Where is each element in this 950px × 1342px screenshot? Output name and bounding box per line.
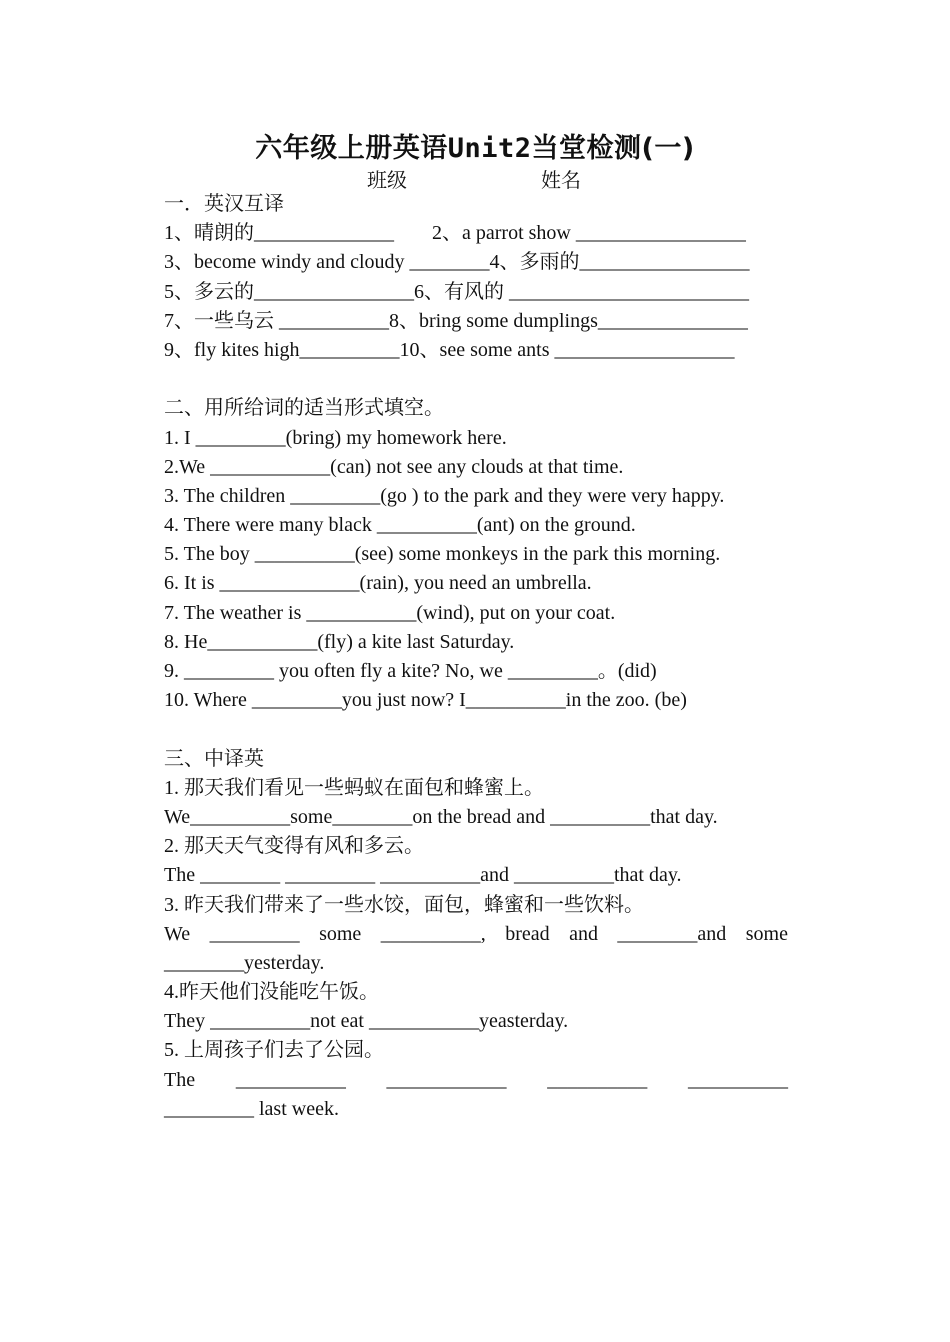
answer-word: __________, (380, 922, 486, 945)
section3-heading: 三、中译英 (164, 747, 264, 770)
section1-item: 5、多云的________________ (164, 280, 414, 303)
section1-item: 7、一些乌云 ___________ (164, 309, 389, 332)
section2-heading: 二、用所给词的适当形式填空。 (164, 397, 444, 420)
spacer (164, 365, 788, 394)
section1-item: 3、become windy and cloudy ________ (164, 251, 490, 274)
page-title (0, 126, 950, 165)
section1-item: 2、a parrot show _________________ (432, 222, 746, 245)
section2-item: 10. Where _________you just now? I__________in the zoo. (be) (164, 689, 687, 712)
section1-row (164, 248, 788, 277)
section3-question-cn: 3. 昨天我们带来了一些水饺，面包，蜂蜜和一些饮料。 (164, 893, 644, 916)
answer-word: and (569, 922, 598, 945)
answer-word: The (164, 1068, 196, 1091)
answer-word: ________and (617, 922, 727, 945)
section1-row (164, 336, 788, 365)
section2-item: 1. I _________(bring) my homework here. (164, 426, 507, 449)
section3-answer-en (164, 920, 788, 949)
answer-word: some (319, 922, 362, 945)
section2-item: 8. He___________(fly) a kite last Saturday. (164, 630, 515, 653)
worksheet-content (164, 190, 788, 1124)
title-unit: Unit2 (447, 133, 532, 164)
class-label: 班级 (367, 170, 407, 192)
section1-item: 8、bring some dumplings_______________ (389, 309, 748, 332)
section1-item: 1、晴朗的______________ (164, 222, 394, 245)
section1-item: 6、有风的 ________________________ (414, 280, 749, 303)
section3-answer-en: They __________not eat ___________yeasterday. (164, 1010, 569, 1033)
answer-word: bread (505, 922, 550, 945)
section3-question-cn: 5. 上周孩子们去了公园。 (164, 1039, 384, 1062)
section2-item: 5. The boy __________(see) some monkeys in the park this morning. (164, 543, 721, 566)
name-label: 姓名 (541, 170, 581, 192)
section2-item: 3. The children _________(go ) to the park and they were very happy. (164, 484, 725, 507)
answer-word: _________ (209, 922, 300, 945)
spacer (164, 715, 788, 744)
answer-word: some (745, 922, 788, 945)
section3-answer-en-continued: ________yesterday. (164, 951, 325, 974)
section3-answer-en: We__________some________on the bread and __________that day. (164, 805, 718, 828)
section2-item: 6. It is ______________(rain), you need an umbrella. (164, 572, 592, 595)
section3-answer-en (164, 1066, 788, 1095)
section1-item: 10、see some ants __________________ (399, 338, 735, 361)
section3-question-cn: 4.昨天他们没能吃午饭。 (164, 981, 379, 1004)
section1-heading: 一．英汉互译 (164, 193, 284, 215)
section2-item: 2.We ____________(can) not see any clouds at that time. (164, 455, 624, 478)
answer-word: ___________ (235, 1068, 346, 1091)
section1-row (164, 278, 788, 307)
section1-row (164, 307, 788, 336)
answer-word: ____________ (386, 1068, 507, 1091)
section1-item: 4、多雨的_________________ (489, 251, 750, 274)
section3-answer-en-continued: _________ last week. (164, 1097, 339, 1120)
section1-item: 9、fly kites high__________ (164, 338, 400, 361)
section3-question-cn: 2. 那天天气变得有风和多云。 (164, 835, 424, 858)
title-prefix: 六年级上册英语 (255, 133, 448, 164)
section3-question-cn: 1. 那天我们看见一些蚂蚁在面包和蜂蜜上。 (164, 776, 544, 799)
answer-word: __________ (547, 1068, 648, 1091)
section2-item: 7. The weather is ___________(wind), put on your coat. (164, 601, 616, 624)
title-suffix: 当堂检测(一) (531, 133, 695, 164)
section3-answer-en: The ________ _________ __________and __________that day. (164, 864, 682, 887)
section2-item: 9. _________ you often fly a kite? No, we _________。(did) (164, 660, 657, 682)
answer-word: We (164, 922, 191, 945)
section1-row (164, 219, 788, 248)
section2-item: 4. There were many black __________(ant) on the ground. (164, 514, 636, 537)
answer-word: __________ (687, 1068, 788, 1091)
